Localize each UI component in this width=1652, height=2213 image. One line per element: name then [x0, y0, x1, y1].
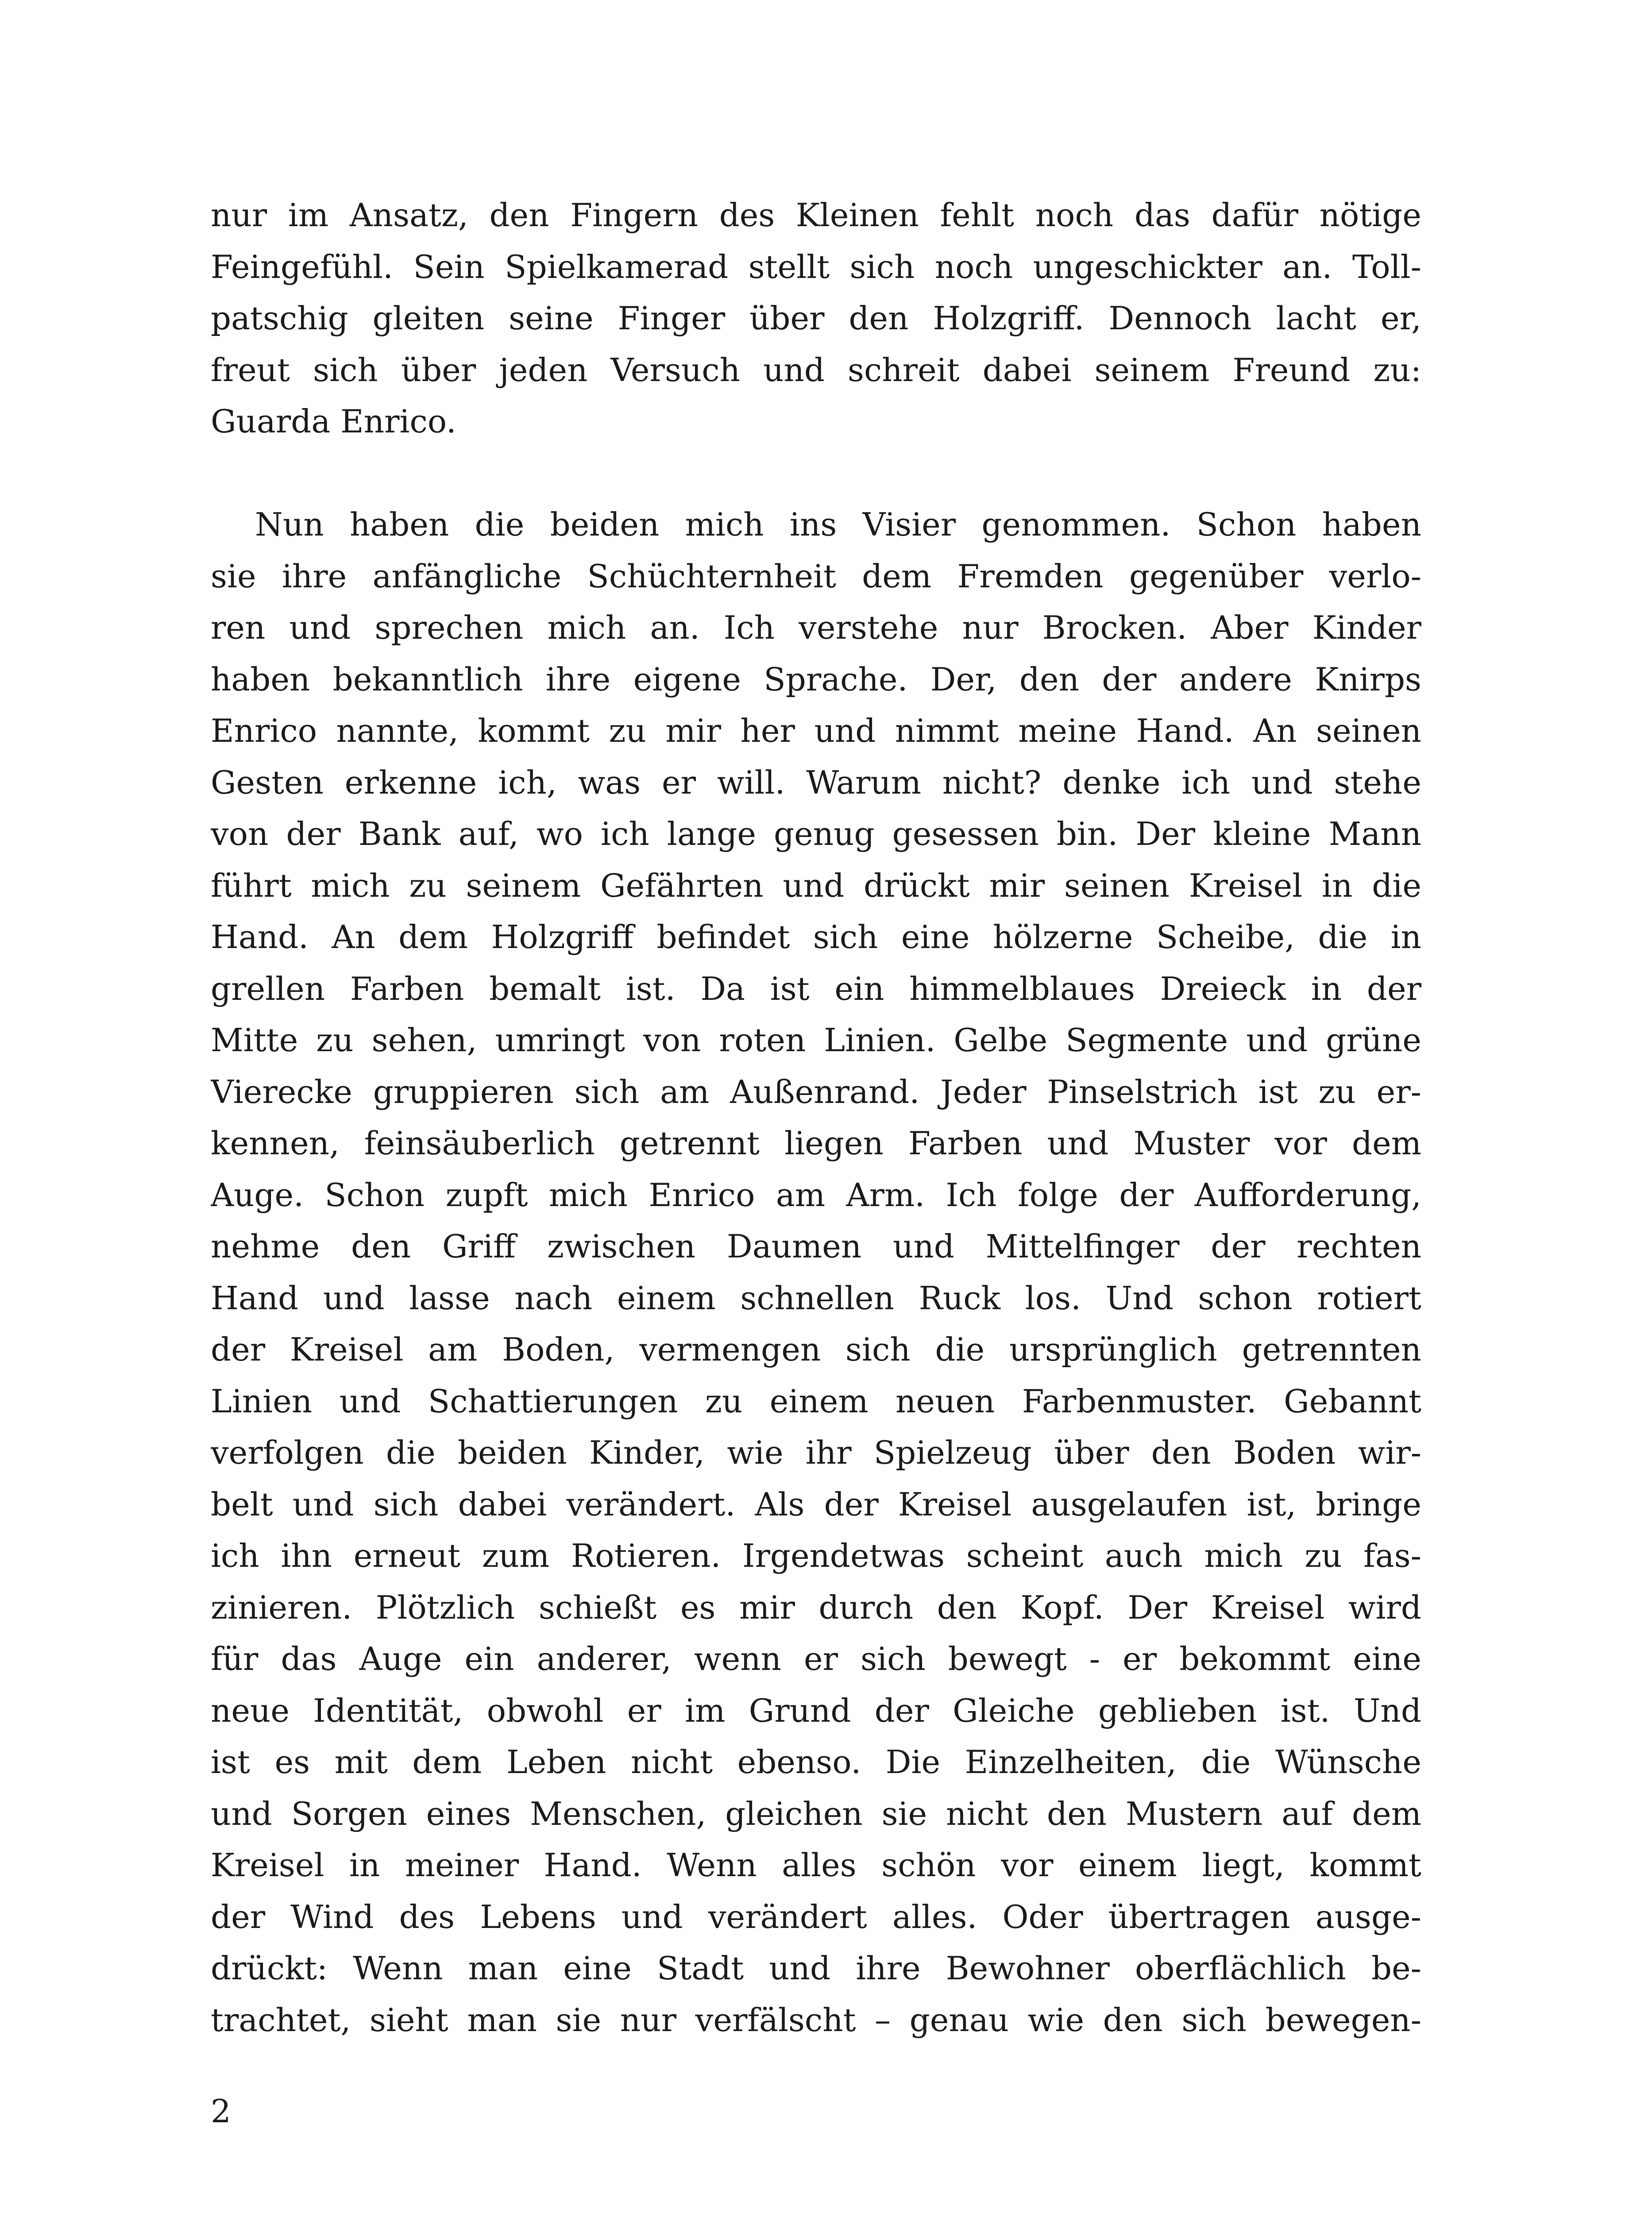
- text-line: Feingefühl. Sein Spielkamerad stellt sich noch ungeschickter an. Toll-: [211, 248, 1421, 285]
- text-line: von der Bank auf, wo ich lange genug gesessen bin. Der kleine Mann: [211, 815, 1421, 852]
- text-line: drückt: Wenn man eine Stadt und ihre Bewohner oberflächlich be-: [211, 1950, 1421, 1987]
- text-line: freut sich über jeden Versuch und schreit dabei seinem Freund zu:: [211, 351, 1421, 389]
- text-line: Enrico nannte, kommt zu mir her und nimmt meine Hand. An seinen: [211, 712, 1421, 749]
- text-line: sie ihre anfängliche Schüchternheit dem Fremden gegenüber verlo-: [211, 557, 1421, 595]
- text-line: patschig gleiten seine Finger über den Holzgriff. Dennoch lacht er,: [211, 300, 1421, 337]
- text-line: und Sorgen eines Menschen, gleichen sie nicht den Mustern auf dem: [211, 1795, 1421, 1832]
- text-line: Gesten erkenne ich, was er will. Warum nicht? denke ich und stehe: [211, 763, 1421, 801]
- text-line: nur im Ansatz, den Fingern des Kleinen fehlt noch das dafür nötige: [211, 197, 1421, 234]
- text-line: Hand und lasse nach einem schnellen Ruck los. Und schon rotiert: [211, 1279, 1421, 1317]
- text-line: kennen, feinsäuberlich getrennt liegen Farben und Muster vor dem: [211, 1125, 1421, 1162]
- text-line: Linien und Schattierungen zu einem neuen Farbenmuster. Gebannt: [211, 1382, 1421, 1420]
- text-line: ist es mit dem Leben nicht ebenso. Die Einzelheiten, die Wünsche: [211, 1743, 1421, 1781]
- text-line: neue Identität, obwohl er im Grund der Gleiche geblieben ist. Und: [211, 1692, 1421, 1729]
- text-line: der Kreisel am Boden, vermengen sich die ursprünglich getrennten: [211, 1331, 1421, 1368]
- text-line: trachtet, sieht man sie nur verfälscht – genau wie den sich bewegen-: [211, 2001, 1421, 2039]
- text-line: belt und sich dabei verändert. Als der Kreisel ausgelaufen ist, bringe: [211, 1485, 1421, 1523]
- text-line: Hand. An dem Holzgriff befindet sich eine hölzerne Scheibe, die in: [211, 918, 1421, 956]
- page-number: 2: [211, 2093, 231, 2130]
- text-line: zinieren. Plötzlich schießt es mir durch den Kopf. Der Kreisel wird: [211, 1588, 1421, 1626]
- text-line: führt mich zu seinem Gefährten und drückt mir seinen Kreisel in die: [211, 867, 1421, 904]
- text-line: grellen Farben bemalt ist. Da ist ein himmelblaues Dreieck in der: [211, 970, 1421, 1007]
- text-line: verfolgen die beiden Kinder, wie ihr Spielzeug über den Boden wir-: [211, 1434, 1421, 1471]
- text-line: Guarda Enrico.: [211, 403, 456, 440]
- paragraph: [211, 499, 1421, 2046]
- paragraph: [211, 189, 1421, 447]
- text-line: Kreisel in meiner Hand. Wenn alles schön vor einem liegt, kommt: [211, 1847, 1421, 1884]
- body-text: [211, 189, 1421, 2046]
- text-line: nehme den Griff zwischen Daumen und Mittelfinger der rechten: [211, 1228, 1421, 1265]
- text-line: Auge. Schon zupft mich Enrico am Arm. Ich folge der Aufforderung,: [211, 1176, 1421, 1214]
- text-line: ich ihn erneut zum Rotieren. Irgendetwas scheint auch mich zu fas-: [211, 1537, 1421, 1574]
- text-line: Mitte zu sehen, umringt von roten Linien. Gelbe Segmente und grüne: [211, 1022, 1421, 1059]
- text-line: Vierecke gruppieren sich am Außenrand. Jeder Pinselstrich ist zu er-: [211, 1073, 1421, 1110]
- paragraph-gap: [211, 447, 1421, 499]
- text-line: für das Auge ein anderer, wenn er sich bewegt - er bekommt eine: [211, 1640, 1421, 1677]
- text-line: Nun haben die beiden mich ins Visier genommen. Schon haben: [255, 506, 1421, 543]
- text-line: der Wind des Lebens und verändert alles. Oder übertragen ausge-: [211, 1898, 1421, 1935]
- text-line: haben bekanntlich ihre eigene Sprache. Der, den der andere Knirps: [211, 660, 1421, 698]
- text-line: ren und sprechen mich an. Ich verstehe nur Brocken. Aber Kinder: [211, 609, 1421, 646]
